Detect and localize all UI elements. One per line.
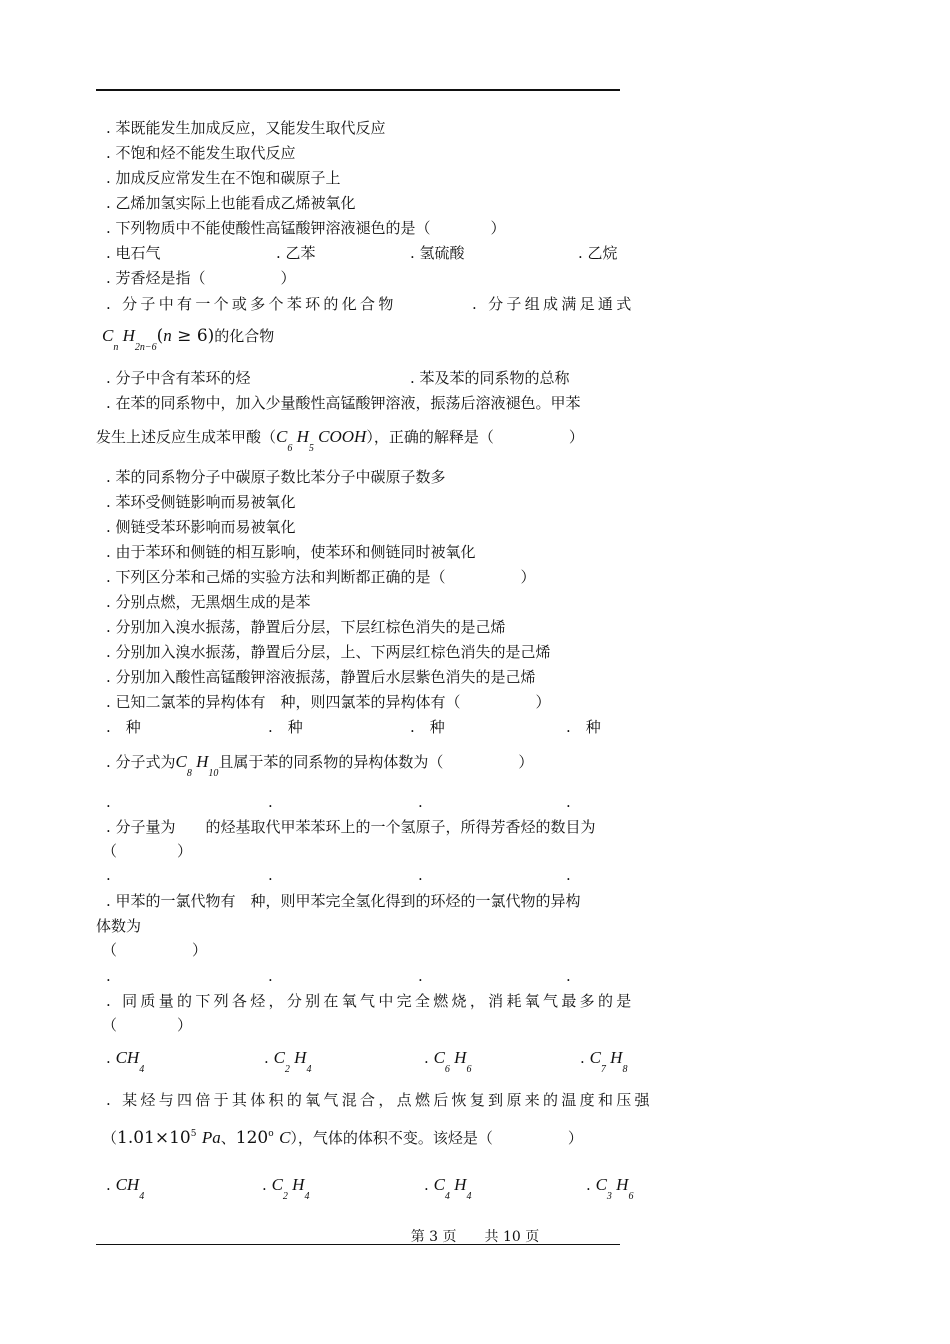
option-c: . [418, 967, 423, 985]
option-b: . [268, 967, 273, 985]
option-b: . $C_2$ $H_4$ [262, 1175, 310, 1202]
option-c: . $C_4$ $H_4$ [424, 1175, 472, 1202]
text-line: . 分别点燃，无黑烟生成的是苯 [106, 593, 311, 611]
text-line: . 加成反应常发生在不饱和碳原子上 [106, 169, 341, 187]
answer-paren: （ ） [102, 941, 208, 959]
option-d: . 苯及苯的同系物的总称 [410, 369, 570, 387]
option-c: . 氢硫酸 [410, 244, 465, 262]
option-d: . 乙烷 [578, 244, 618, 262]
formula-cnh2n6: $C_n$ $H_{2n-6}$ [102, 326, 157, 353]
question-alkyl: . 分子量为 的烃基取代甲苯苯环上的一个氢原子，所得芳香烃的数目为 [106, 818, 596, 836]
text-line: . 不饱和烃不能发生取代反应 [106, 144, 296, 162]
formula-c7h8: $C_7$ $H_8$ [589, 1048, 628, 1075]
option-a: . [106, 967, 111, 985]
option-a: . 电石气 [106, 244, 161, 262]
formula-benzoic-acid: $C_6$ $H_5$ COOH [276, 427, 367, 454]
text-line: . 苯的同系物分子中碳原子数比苯分子中碳原子数多 [106, 468, 446, 486]
option-a: . $CH_4$ [106, 1175, 145, 1202]
text-line: . 苯既能发生加成反应，又能发生取代反应 [106, 119, 386, 137]
option-d: . [566, 866, 571, 884]
header-rule [96, 89, 620, 91]
formula-ch4: $CH_4$ [115, 1048, 145, 1075]
formula-c2h4: $C_2$ $H_4$ [273, 1048, 312, 1075]
option-d: . [566, 967, 571, 985]
text-line: . 分别加入溴水振荡，静置后分层，上、下两层红棕色消失的是己烯 [106, 643, 551, 661]
question-kmno4: . 下列物质中不能使酸性高锰酸钾溶液褪色的是（ ） [106, 219, 506, 237]
question-dichloro: . 已知二氯苯的异构体有 种，则四氯苯的异构体有（ ） [106, 693, 551, 711]
text-line: . 侧链受苯环影响而易被氧化 [106, 518, 296, 536]
option-c: . [418, 793, 423, 811]
answer-paren: （ ） [102, 1016, 193, 1034]
question-mass: . 同质量的下列各烃，分别在氧气中完全燃烧，消耗氧气最多的是 [106, 992, 635, 1010]
pressure-value: $1.01\times 10^5$ Pa [117, 1128, 221, 1148]
formula-suffix: 的化合物 [214, 327, 275, 345]
text-line: . 分别加入溴水振荡，静置后分层，下层红棕色消失的是己烯 [106, 618, 506, 636]
formula-c3h6: $C_3$ $H_6$ [595, 1175, 634, 1202]
question-aromatic: . 芳香烃是指（ ） [106, 269, 296, 287]
question-c8h10: . 分子式为$C_8$ $H_{10}$且属于苯的同系物的异构体数为（ ） [106, 752, 534, 779]
question-gas-cont: （$1.01\times 10^5$ Pa、120$^o$ C），气体的体积不变。该烃是（ ） [102, 1128, 583, 1148]
question-benzene-hexene: . 下列区分苯和己烯的实验方法和判断都正确的是（ ） [106, 568, 536, 586]
question-gas: . 某烃与四倍于其体积的氧气混合，点燃后恢复到原来的温度和压强 [106, 1091, 653, 1109]
option-b: . $C_2$ $H_4$ [264, 1048, 312, 1075]
option-b: . [268, 793, 273, 811]
option-d: . [566, 793, 571, 811]
question-chloro-cont: 体数为 [96, 917, 142, 935]
option-d: . 种 [566, 718, 601, 736]
formula-c8h10: $C_8$ $H_{10}$ [175, 752, 219, 779]
option-a: . $CH_4$ [106, 1048, 145, 1075]
formula-line: $C_n$ $H_{2n-6}(n \ge 6)$的化合物 [102, 326, 275, 353]
option-a: . 分子中有一个或多个苯环的化合物 [106, 295, 397, 313]
question-toluene-cont: 发生上述反应生成苯甲酸（$C_6$ $H_5$ COOH），正确的解释是（ ） [96, 427, 584, 454]
question-chloro: . 甲苯的一氯代物有 种，则甲苯完全氢化得到的环烃的一氯代物的异构 [106, 892, 581, 910]
option-b: . [268, 866, 273, 884]
page-footer: 第 3 页 共 10 页 [410, 1229, 540, 1245]
formula-c6h6: $C_6$ $H_6$ [433, 1048, 472, 1075]
option-a: . [106, 793, 111, 811]
option-a: . [106, 866, 111, 884]
question-toluene: . 在苯的同系物中，加入少量酸性高锰酸钾溶液，振荡后溶液褪色。甲苯 [106, 394, 581, 412]
formula-ch4: $CH_4$ [115, 1175, 145, 1202]
option-d: . $C_3$ $H_6$ [586, 1175, 634, 1202]
text-line: . 由于苯环和侧链的相互影响，使苯环和侧链同时被氧化 [106, 543, 476, 561]
option-b: . 种 [268, 718, 303, 736]
option-a: . 种 [106, 718, 141, 736]
option-d: . $C_7$ $H_8$ [580, 1048, 628, 1075]
text-line: . 乙烯加氢实际上也能看成乙烯被氧化 [106, 194, 356, 212]
formula-c2h4: $C_2$ $H_4$ [271, 1175, 310, 1202]
formula-c4h4: $C_4$ $H_4$ [433, 1175, 472, 1202]
answer-paren: （ ） [102, 842, 193, 860]
option-b: . 分子组成满足通式 [472, 295, 635, 313]
option-c: . 分子中含有苯环的烃 [106, 369, 251, 387]
option-c: . 种 [410, 718, 445, 736]
text-line: . 苯环受侧链影响而易被氧化 [106, 493, 296, 511]
temperature-value: 120$^o$ C [235, 1128, 291, 1148]
option-b: . 乙苯 [276, 244, 316, 262]
option-c: . [418, 866, 423, 884]
option-c: . $C_6$ $H_6$ [424, 1048, 472, 1075]
text-line: . 分别加入酸性高锰酸钾溶液振荡，静置后水层紫色消失的是己烯 [106, 668, 536, 686]
